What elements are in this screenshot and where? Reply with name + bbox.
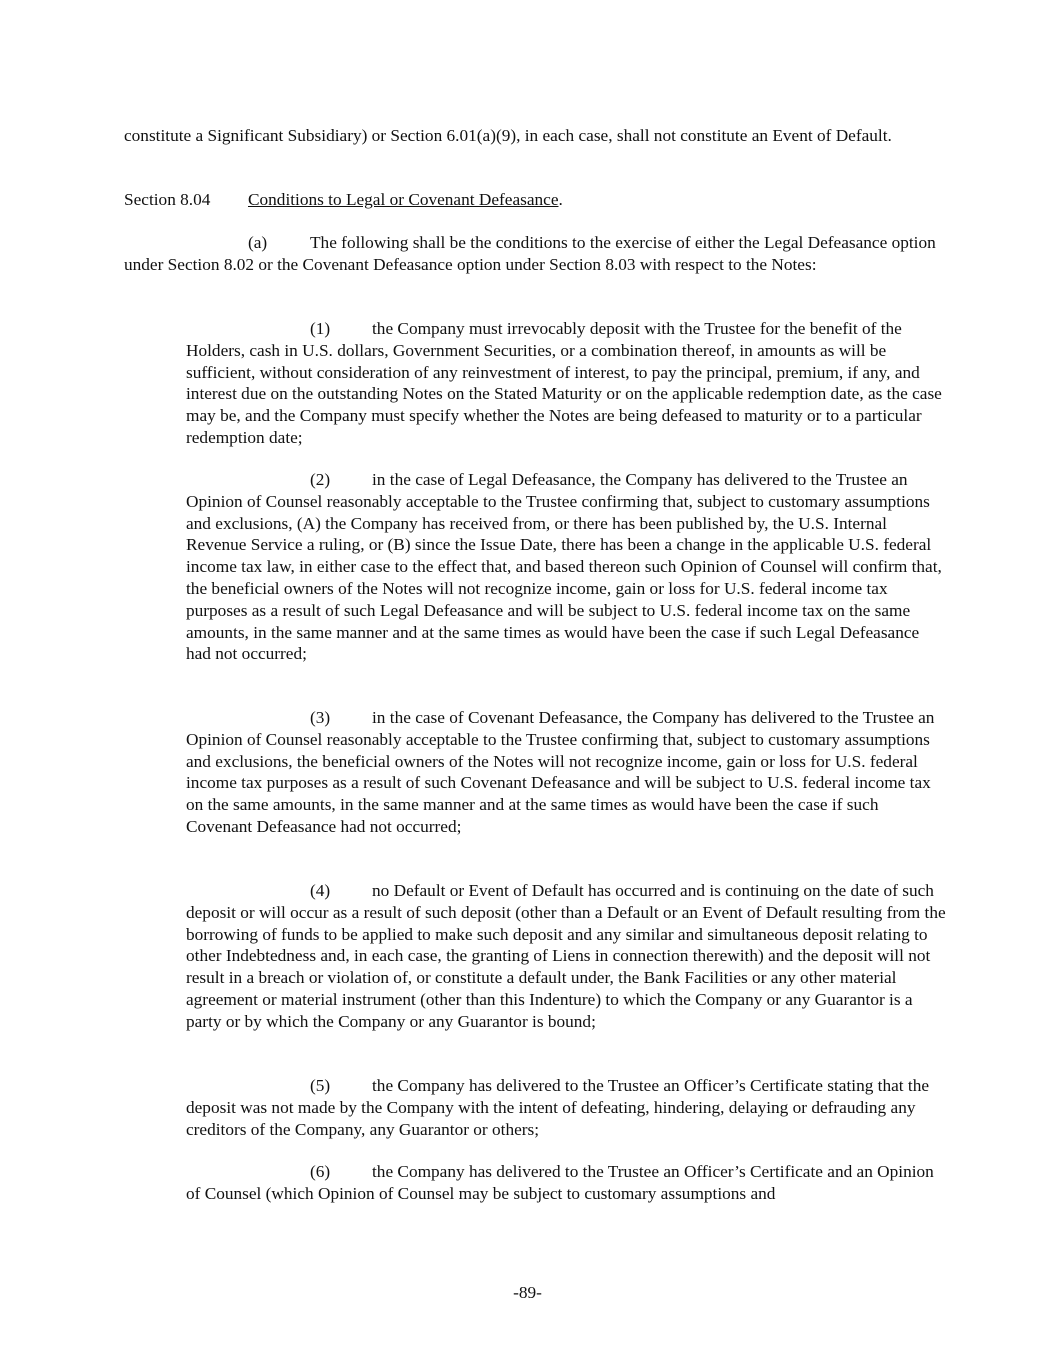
page-number: -89-: [513, 1283, 542, 1302]
paragraph-a: [124, 232, 944, 276]
condition-marker: (5): [310, 1076, 331, 1095]
condition-text: no Default or Event of Default has occurred and is continuing on the date of such deposit or will occur as a result of such deposit (other than a Default or an Event of Default resulting from the borrowing of funds to be applied to make such deposit and any similar and simultaneous deposit relating to other Indebtedness and, in each case, the granting of Liens in connection therewith) and the deposit will not result in a breach or violation of, or constitute a default under, the Bank Facilities or any other material agreement or material instrument (other than this Indenture) to which the Company or any Guarantor is a party or by which the Company or any Guarantor is bound;: [186, 881, 946, 1031]
condition-item: [186, 318, 946, 449]
intro-paragraph: constitute a Significant Subsidiary) or Section 6.01(a)(9), in each case, shall not constitute an Event of Default.: [124, 126, 892, 145]
condition-marker: (4): [310, 881, 331, 900]
condition-item: [186, 707, 946, 838]
condition-marker: (3): [310, 708, 331, 727]
condition-text: in the case of Covenant Defeasance, the Company has delivered to the Trustee an Opinion of Counsel reasonably acceptable to the Trustee confirming that, subject to customary assumptions and exclusions, the beneficial owners of the Notes will not recognize income, gain or loss for U.S. federal income tax purposes as a result of such Covenant Defeasance and will be subject to U.S. federal income tax on the same amounts, in the same manner and at the same times as would have been the case if such Covenant Defeasance had not occurred;: [186, 708, 935, 836]
condition-text: the Company must irrevocably deposit with the Trustee for the benefit of the Holders, cash in U.S. dollars, Government Securities, or a combination thereof, in amounts as will be sufficient, without consideration of any reinvestment of interest, to pay the principal, premium, if any, and interest due on the outstanding Notes on the Stated Maturity or on the applicable redemption date, as the case may be, and the Company must specify whether the Notes are being defeased to maturity or to a particular redemption date;: [186, 319, 942, 447]
condition-marker: (6): [310, 1162, 331, 1181]
section-title: Conditions to Legal or Covenant Defeasance: [248, 190, 559, 209]
condition-item: [186, 1075, 946, 1140]
condition-marker: (1): [310, 319, 331, 338]
section-heading: [124, 189, 924, 211]
condition-item: [186, 880, 946, 1033]
section-number: Section 8.04: [124, 190, 211, 209]
paragraph-a-text: The following shall be the conditions to the exercise of either the Legal Defeasance option under Section 8.02 or the Covenant Defeasance option under Section 8.03 with respect to the Notes:: [124, 233, 936, 274]
section-title-period: .: [558, 190, 563, 209]
condition-item: [186, 469, 946, 665]
paragraph-a-marker: (a): [248, 233, 268, 252]
condition-text: the Company has delivered to the Trustee an Officer’s Certificate stating that the deposit was not made by the Company with the intent of defeating, hindering, delaying or defrauding any creditors of the Company, any Guarantor or others;: [186, 1076, 930, 1139]
condition-item: [186, 1161, 946, 1205]
condition-text: the Company has delivered to the Trustee an Officer’s Certificate and an Opinion of Counsel (which Opinion of Counsel may be subject to customary assumptions and: [186, 1162, 934, 1203]
condition-text: in the case of Legal Defeasance, the Company has delivered to the Trustee an Opinion of Counsel reasonably acceptable to the Trustee confirming that, subject to customary assumptions and exclusions, (A) the Company has received from, or there has been published by, the U.S. Internal Revenue Service a ruling, or (B) since the Issue Date, there has been a change in the applicable U.S. federal income tax law, in either case to the effect that, and based thereon such Opinion of Counsel will confirm that, the beneficial owners of the Notes will not recognize income, gain or loss for U.S. federal income tax purposes as a result of such Legal Defeasance and will be subject to U.S. federal income tax on the same amounts, in the same manner and at the same times as would have been the case if such Legal Defeasance had not occurred;: [186, 470, 942, 664]
condition-marker: (2): [310, 470, 331, 489]
